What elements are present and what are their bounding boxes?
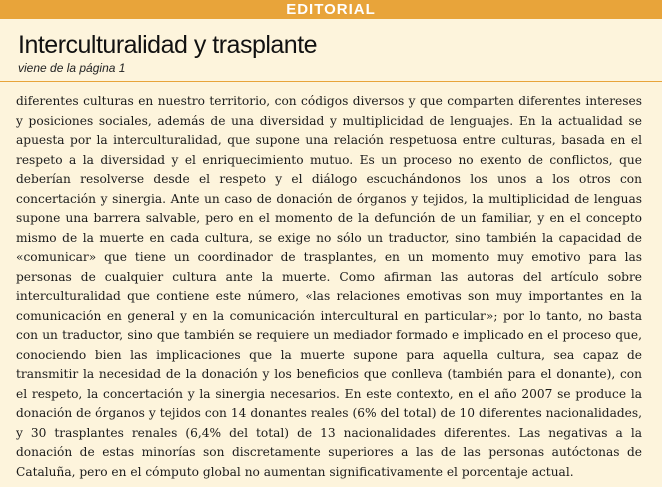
article-body: diferentes culturas en nuestro territorio, con códigos diversos y que comparten diferentes intereses y posiciones sociales, además de una diversidad y multiplicidad de lenguajes. En la actualidad se apuesta por la interculturalidad, que supone una relación respetuosa entre culturas, basada en el respeto a la diversidad y el enriquecimiento mutuo. Es un proceso no exento de conflictos, que deberían resolverse desde el respeto y el diálogo escuchándonos los unos a los otros con concertación y sinergia. Ante un caso de donación de órganos y tejidos, la multiplicidad de lenguas supone una barrera salvable, pero en el momento de la defunción de un familiar, y en el concepto mismo de la muerte en cada cultura, se exige no sólo un traductor, sino también la capacidad de «comunicar» que tiene un coordinador de trasplantes, en un momento muy emotivo para las personas de cualquier cultura ante la muerte. Como afirman las autoras del artículo sobre interculturalidad que contiene este número, «las relaciones emotivas son muy importantes en la comunicación en general y en la comunicación intercultural en particular»; por lo tanto, no basta con un traductor, sino que también se requiere un mediador formado e implicado en el proceso que, conociendo bien las implicaciones que la muerte supone para aquella cultura, sea capaz de transmitir la necesidad de la donación y los beneficios que conlleva (también para el donante), con el respeto, la concertación y la sinergia necesarios. En este contexto, en el año 2007 se produce la donación de órganos y tejidos con 14 donantes reales (6% del total) de 10 diferentes nacionalidades, y 30 trasplantes renales (6,4% del total) de 13 nacionalidades diferentes. Las negativas a la donación de estas minorías son discretamente superiores a las de las personas autóctonas de Cataluña, pero en el cómputo global no aumentan significativamente el porcentaje actual. bbox=[16, 94, 642, 479]
title-divider bbox=[0, 81, 662, 82]
section-label: EDITORIAL bbox=[286, 1, 376, 18]
article-title: Interculturalidad y trasplante bbox=[18, 31, 318, 59]
continuation-note: viene de la página 1 bbox=[18, 61, 126, 75]
section-header-band bbox=[0, 0, 662, 19]
